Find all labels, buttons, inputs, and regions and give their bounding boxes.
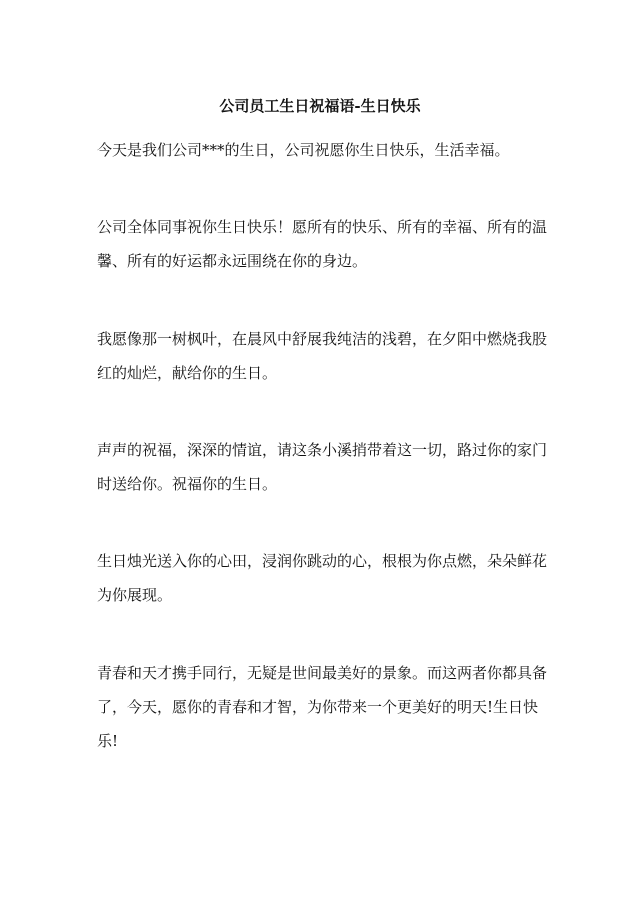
paragraph-3: 我愿像那一树枫叶，在晨风中舒展我纯洁的浅碧，在夕阳中燃烧我股红的灿烂，献给你的生日。 <box>97 330 548 382</box>
paragraph-1: 今天是我们公司***的生日，公司祝愿你生日快乐，生活幸福。 <box>97 141 510 159</box>
paragraph-6: 青春和天才携手同行，无疑是世间最美好的景象。而这两者你都具备了，今天，愿你的青春和才智，为你带来一个更美好的明天!生日快乐! <box>97 664 548 750</box>
paragraph-4: 声声的祝福，深深的情谊，请这条小溪捎带着这一切，路过你的家门时送给你。祝福你的生日。 <box>97 441 548 493</box>
paragraph-2: 公司全体同事祝你生日快乐！愿所有的快乐、所有的幸福、所有的温馨、所有的好运都永远围绕在你的身边。 <box>97 218 548 270</box>
paragraph-5: 生日烛光送入你的心田，浸润你跳动的心，根根为你点燃，朵朵鲜花为你展现。 <box>97 552 548 604</box>
document-title: 公司员工生日祝福语-生日快乐 <box>219 97 421 115</box>
